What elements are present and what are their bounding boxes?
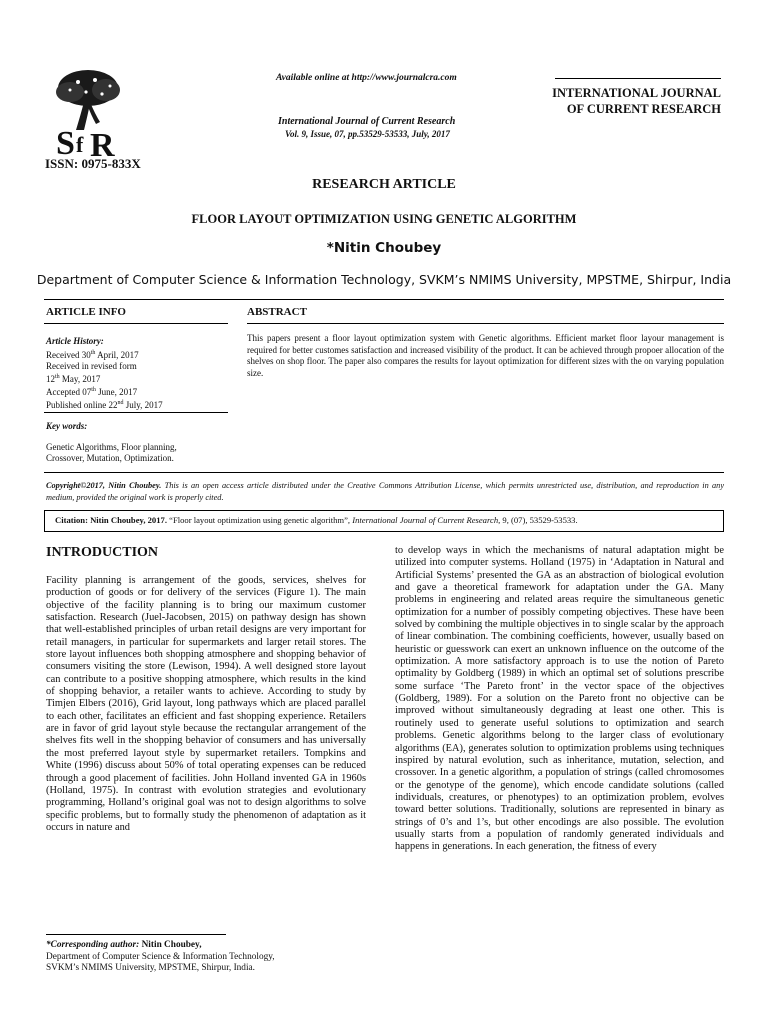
corresponding-author-footnote <box>46 940 366 975</box>
history-entry: 12th May, 2017 <box>46 374 101 384</box>
journal-name: International Journal of Current Research <box>278 116 456 127</box>
introduction-column-2: to develop ways in which the mechanisms of natural adaptation might be utilized into computer systems. Holland (1975) in ‘Adaptation in Natural and Artificial Systems’ presented the GA as an abstraction of biological evolution and gave a theoretical framework for adaptation under the GA. Many problems in engineering and related areas require the simultaneous genetic optimization for a number of possibly competing objectives. These have been solved by combining the multiple objectives in to single scalar by the approach of linear combination. The combining coefficients, however, usually based on heuristic or guesswork can exert an unknown influence on the outcome of the optimization. A more satisfactory approach is to use the notion of Pareto optimality by Goldberg (1989) in which an optimal set of solutions prescribe some surface ‘The Pareto front’ in the vector space of the objectives (Goldberg, 1989). For a solution on the Pareto front no objective can be improved without simultaneously degrading at least one other. This is routinely used to generate useful solutions to optimization and search problems. Genetic algorithms belong to the larger class of evolutionary algorithms (EA), generates solution to optimization problems using techniques inspired by natural evolution, such as inheritance, mutation, selection, and crossover. In a genetic algorithm, a population of strings (called chromosomes or the genotype of the genome), which encode candidate solutions (called individuals, creatures, or phenotypes) to an optimization problem, evolves toward better solutions. Traditionally, solutions are represented in binary as strings of 0’s and 1’s, but other encodings are also possible. The evolution usually starts from a population of randomly generated individuals and happens in generations. In each generation, the fitness of every <box>395 545 724 853</box>
history-entry: Received 30th April, 2017 <box>46 350 139 360</box>
divider-bottom <box>44 472 724 473</box>
abstract-text: This papers present a floor layout optimization system with Genetic algorithms. Efficient market floor layour management is required for better customes satisfaction and increased visibility of the product. It can be achieved through propoer allocation of the shelves on shop floor. The paper also compares the results for layout optimization for different sizes with the on varying population size. <box>247 333 724 378</box>
introduction-column-1: Facility planning is arrangement of the goods, services, shelves for production of goods or for delivery of the services (Figure 1). The main objective of the facility planning is to bring our maximum customer satisfaction. Research (Juel-Jacobsen, 2015) on pathway design has shown that well-established principles of urban retail designs are very important for retail managers, in particular for supermarkets and larger retail stores. The store layout influences both shopping atmosphere and shopping behavior of consumers visiting the store (Lewison, 1994). A well designed store layout can contribute to a positive shopping atmosphere, which results in the kind of shopping behavior, a retailer wants to achieve. According to study by Timjen Elbers (2016), Grid layout, long pathways which are placed parallel to each other, facilitates an efficient and fast shopping experience. Retailers are in favor of grid layout style because the rectangular arrangement of the shelves fits well in the shopping behavior of consumers and has universally the most preferred layout style by supermarket retailers. Tompkins and White (1996) discuss about 50% of total operating expenses can be reduced through a good placement of facilities. John Holland invented GA in 1960s (Holland, 1975). In contrast with evolution strategies and evolutionary programming, Holland’s original goal was not to design algorithms to solve specific problems, but to formally study the phenomenon of adaptation as it occurs in nature and <box>46 575 366 833</box>
keywords-line1: Genetic Algorithms, Floor planning, <box>46 442 177 452</box>
citation-tail: , 9, (07), 53529-53533. <box>498 515 578 525</box>
volume-info: Vol. 9, Issue, 07, pp.53529-53533, July, 2017 <box>285 129 450 139</box>
keywords <box>46 442 177 464</box>
journal-title-line1: INTERNATIONAL JOURNAL <box>552 86 721 100</box>
author-name: *Nitin Choubey <box>326 240 442 256</box>
journal-logo <box>40 62 140 162</box>
logo-lettering: S <box>56 125 75 162</box>
article-title: FLOOR LAYOUT OPTIMIZATION USING GENETIC ALGORITHM <box>191 212 577 226</box>
footnote-rule <box>46 934 226 935</box>
copyright-lead: Copyright©2017, Nitin Choubey. <box>46 481 162 490</box>
journal-title-line2: OF CURRENT RESEARCH <box>566 102 721 116</box>
keywords-line2: Crossover, Mutation, Optimization. <box>46 453 174 463</box>
svg-text:f: f <box>76 132 84 157</box>
divider-top <box>44 299 724 300</box>
citation-journal: International Journal of Current Research <box>352 515 499 525</box>
citation-label: Citation: Nitin Choubey, 2017. <box>55 515 167 525</box>
abstract-heading: ABSTRACT <box>247 306 307 318</box>
svg-text:R: R <box>90 127 115 162</box>
keywords-label: Key words: <box>46 421 88 431</box>
footnote-name: Nitin Choubey, <box>139 940 202 950</box>
footnote-line1: Department of Computer Science & Information Technology, <box>46 951 275 962</box>
divider-info-head <box>44 323 228 324</box>
copyright-notice <box>46 480 724 503</box>
author-affiliation: Department of Computer Science & Information Technology, SVKM’s NMIMS University, MPSTME, Shirpur, India <box>36 272 732 287</box>
introduction-heading: INTRODUCTION <box>46 545 159 560</box>
divider-abstract-head <box>247 323 724 324</box>
history-entry: Received in revised form <box>46 361 137 371</box>
citation-quote: “Floor layout optimization using genetic algorithm”, <box>166 515 353 525</box>
article-info-heading: ARTICLE INFO <box>46 306 126 318</box>
issn: ISSN: 0975-833X <box>45 156 141 171</box>
copyright-text: This is an open access article distributed under the Creative Commons Attribution License, which permits unrestricted use, distribution, and reproduction in any medium, provided the original work is properly cited. <box>46 481 724 502</box>
available-online: Available online at http://www.journalcra.com <box>276 73 457 83</box>
history-entry: Published online 22nd July, 2017 <box>46 400 163 410</box>
citation <box>55 515 578 525</box>
history-entry: Accepted 07th June, 2017 <box>46 387 138 397</box>
journal-title <box>552 85 721 117</box>
article-type: RESEARCH ARTICLE <box>312 177 456 192</box>
history-label: Article History: <box>46 336 104 346</box>
article-history <box>46 348 163 411</box>
journal-title-rule <box>555 78 721 79</box>
footnote-line2: SVKM’s NMIMS University, MPSTME, Shirpur, India. <box>46 963 255 973</box>
divider-history <box>44 412 228 413</box>
footnote-label: *Corresponding author: <box>46 940 140 950</box>
